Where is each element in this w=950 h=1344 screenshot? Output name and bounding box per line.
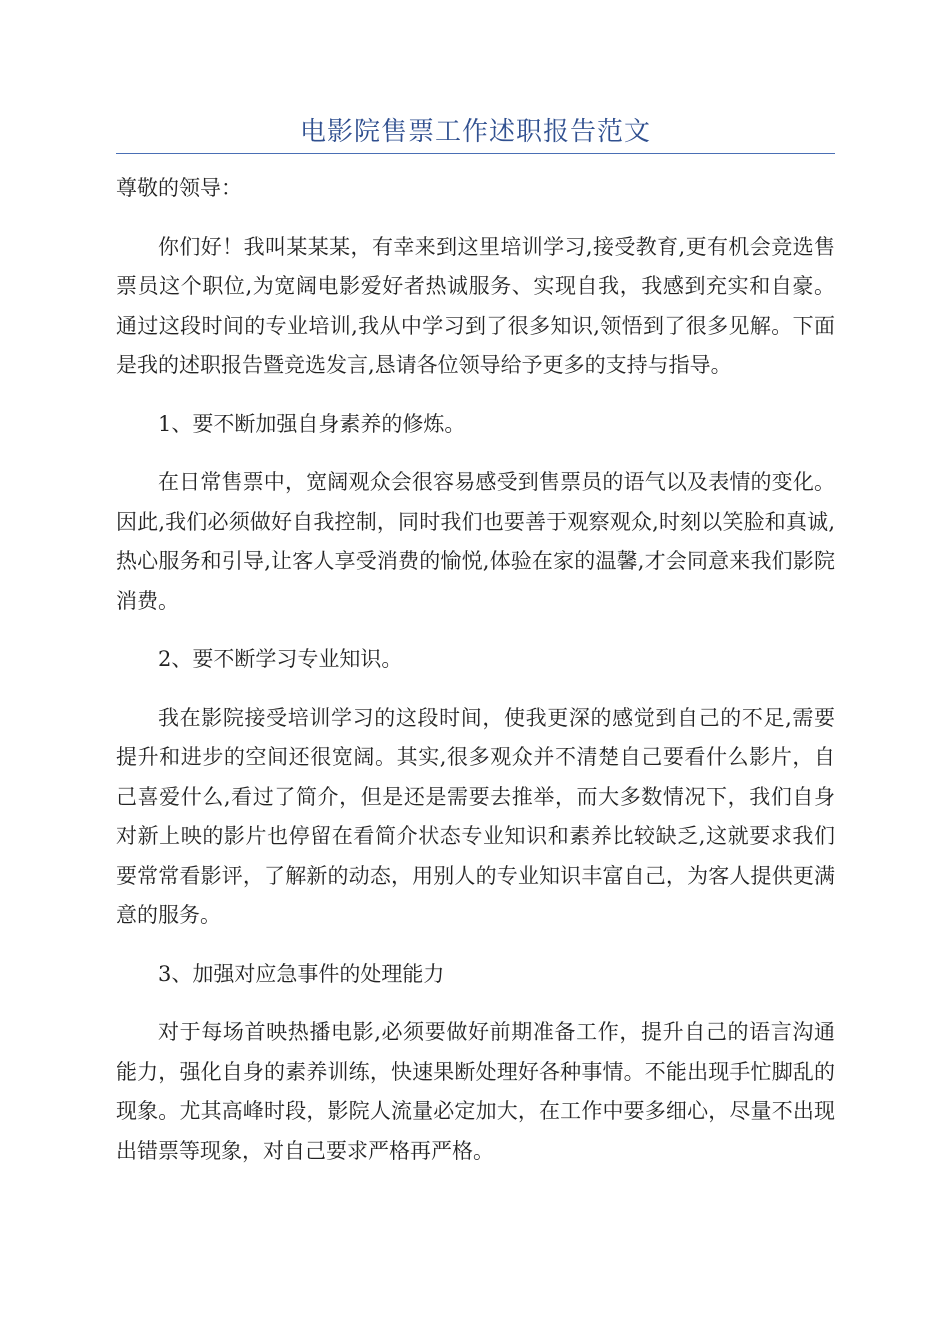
section-heading-2: 2、要不断学习专业知识。: [158, 647, 403, 671]
salutation: 尊敬的领导：: [116, 176, 242, 200]
paragraph-section-3: 对于每场首映热播电影,必须要做好前期准备工作，提升自己的语言沟通能力，强化自身的素养训练，快速果断处理好各种事情。不能出现手忙脚乱的现象。尤其高峰时段，影院人流量必定加大，在工作中要多细心，尽量不出现出错票等现象，对自己要求严格再严格。: [116, 1020, 835, 1163]
paragraph-section-2: 我在影院接受培训学习的这段时间，使我更深的感觉到自己的不足,需要提升和进步的空间还很宽阔。其实,很多观众并不清楚自己要看什么影片，自己喜爱什么,看过了简介，但是还是需要去推举，而大多数情况下，我们自身对新上映的影片也停留在看简介状态专业知识和素养比较缺乏,这就要求我们要常常看影评，了解新的动态，用别人的专业知识丰富自己，为客人提供更满意的服务。: [116, 705, 835, 927]
section-heading-1: 1、要不断加强自身素养的修炼。: [158, 411, 466, 436]
section-heading-3: 3、加强对应急事件的处理能力: [158, 961, 445, 986]
document-title: 电影院售票工作述职报告范文: [299, 117, 651, 147]
document-body: [116, 169, 835, 1190]
paragraph-section-1: 在日常售票中，宽阔观众会很容易感受到售票员的语气以及表情的变化。因此,我们必须做好自我控制，同时我们也要善于观察观众,时刻以笑脸和真诚,热心服务和引导,让客人享受消费的愉悦,体验在家的温馨,才会同意来我们影院消费。: [116, 470, 835, 613]
title-underline: [116, 153, 835, 154]
paragraph-intro: 你们好！我叫某某某，有幸来到这里培训学习,接受教育,更有机会竞选售票员这个职位,为宽阔电影爱好者热诚服务、实现自我，我感到充实和自豪。通过这段时间的专业培训,我从中学习到了很多知识,领悟到了很多见解。下面是我的述职报告暨竞选发言,恳请各位领导给予更多的支持与指导。: [116, 234, 835, 377]
